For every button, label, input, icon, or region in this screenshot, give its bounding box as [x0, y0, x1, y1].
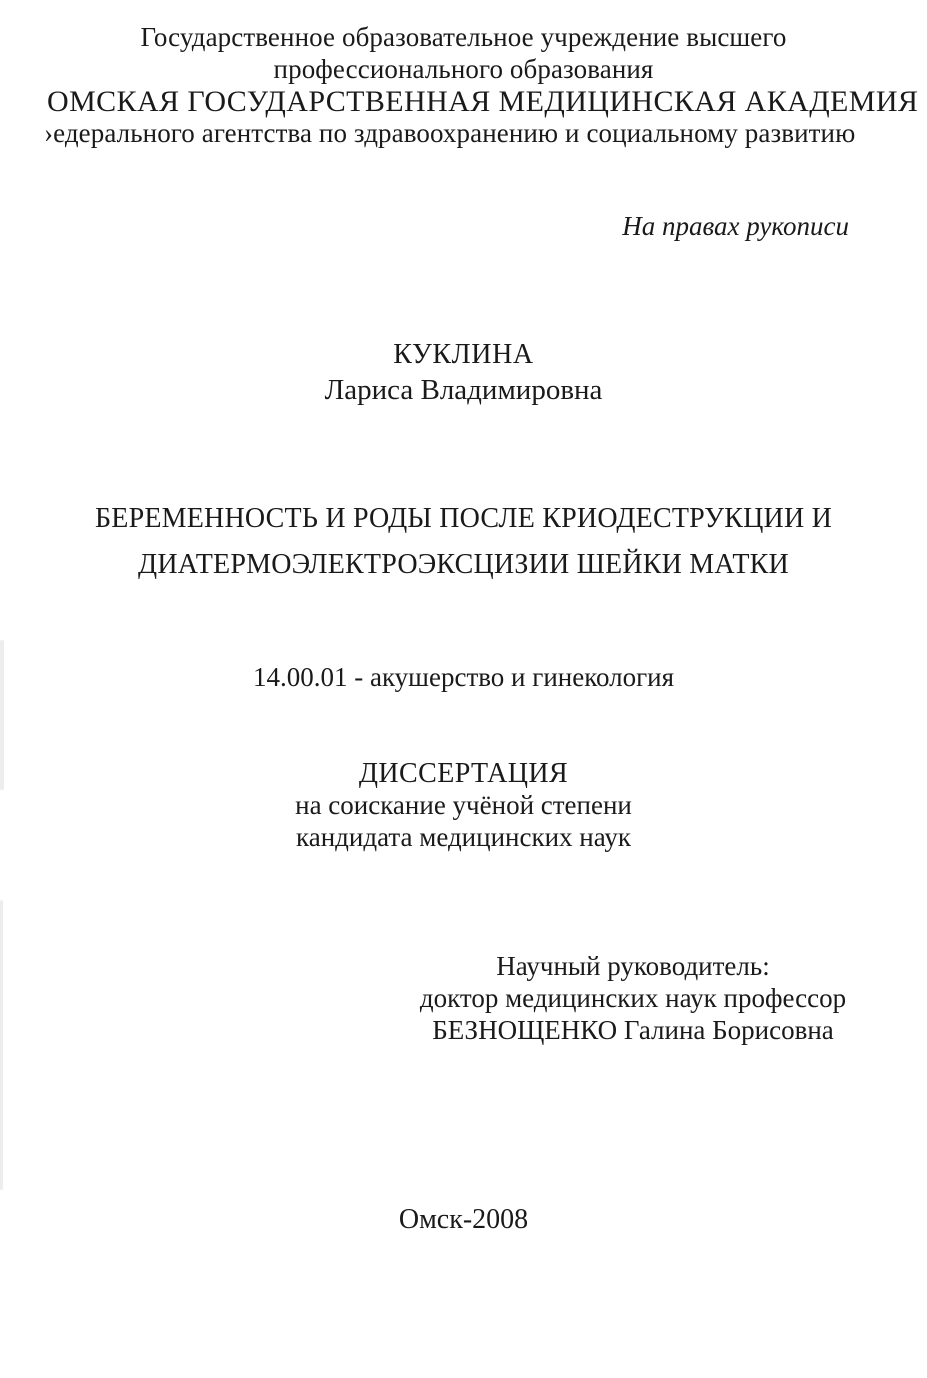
dissertation-title-line-1: БЕРЕМЕННОСТЬ И РОДЫ ПОСЛЕ КРИОДЕСТРУКЦИИ И [95, 503, 832, 534]
author-surname: КУКЛИНА [393, 339, 534, 370]
dissertation-heading: ДИССЕРТАЦИЯ [358, 758, 569, 789]
advisor-name: БЕЗНОЩЕНКО Галина Борисовна [432, 1015, 834, 1045]
degree-line-2: кандидата медицинских наук [296, 822, 631, 852]
advisor-label: Научный руководитель: [496, 951, 770, 981]
manuscript-note: На правах рукописи [622, 211, 849, 241]
degree-line-1: на соискание учёной степени [295, 790, 632, 820]
institution-line-1: Государственное образовательное учреждение высшего [140, 22, 787, 52]
institution-line-2: профессионального образования [273, 54, 654, 84]
dissertation-title-line-2: ДИАТЕРМОЭЛЕКТРОЭКСЦИЗИИ ШЕЙКИ МАТКИ [138, 549, 789, 580]
agency-line: ›едерального агентства по здравоохранению и социальному развитию [44, 118, 856, 148]
academy-name: ОМСКАЯ ГОСУДАРСТВЕННАЯ МЕДИЦИНСКАЯ АКАДЕМИЯ [47, 85, 919, 118]
specialty-code: 14.00.01 - акушерство и гинекология [252, 662, 675, 692]
author-given-names: Лариса Владимировна [324, 374, 603, 406]
place-year: Омск-2008 [398, 1204, 529, 1235]
advisor-degree: доктор медицинских наук профессор [419, 983, 847, 1013]
